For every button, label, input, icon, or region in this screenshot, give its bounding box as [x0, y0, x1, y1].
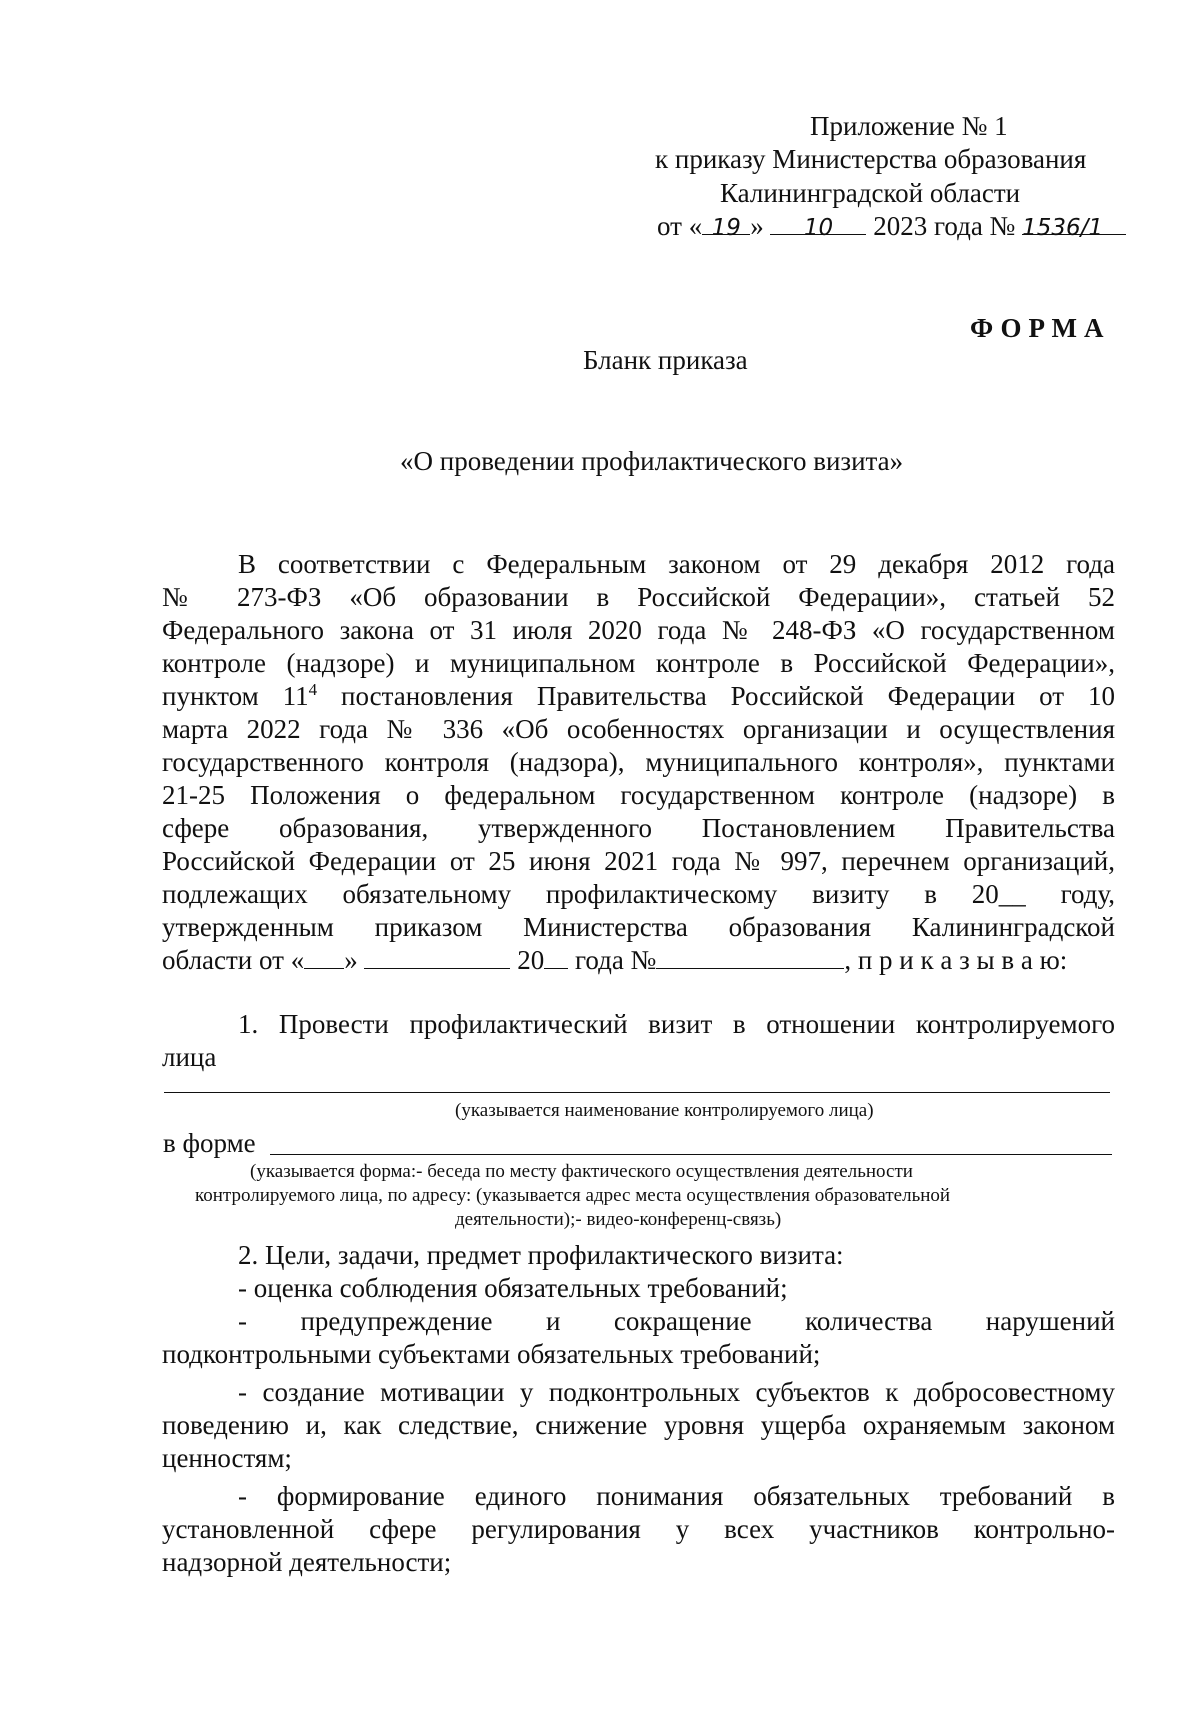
item2-bullet-4-line-2: установленной сфере регулирования у всех участников контрольно- — [162, 1514, 1115, 1544]
caption-controlled-person: (указывается наименование контролируемого лица) — [455, 1100, 874, 1121]
preamble-line-12: утвержденным приказом Министерства образования Калининградской — [162, 912, 1115, 942]
item2-bullet-3-line-2: поведению и, как следствие, снижение уровня ущерба охраняемым законом — [162, 1410, 1115, 1440]
preamble-line-3: Федерального закона от 31 июля 2020 года № 248-ФЗ «О государственном — [162, 615, 1115, 645]
order-number-handwritten: 1536/1 — [1022, 215, 1103, 241]
item2-bullet-2-line-1: - предупреждение и сокращение количества нарушений — [238, 1306, 1115, 1336]
region-line: Калининградской области — [720, 178, 1021, 208]
preamble-last-c: 20 — [517, 945, 545, 975]
item2-bullet-2-line-2: подконтрольными субъектами обязательных требований; — [162, 1339, 821, 1369]
forma-label: ФОРМА — [970, 313, 1111, 343]
date-year-text: 2023 года № — [873, 211, 1016, 241]
preamble-line-10: Российской Федерации от 25 июня 2021 года № 997, перечнем организаций, — [162, 846, 1115, 876]
item1-line-2: лица — [162, 1042, 217, 1072]
preamble-line-8: 21-25 Положения о федеральном государственном контроле (надзоре) в — [162, 780, 1115, 810]
caption-form-line-3: деятельности);- видео-конференц-связь) — [455, 1209, 782, 1230]
preamble-line-13 — [162, 944, 1067, 977]
item2-heading: 2. Цели, задачи, предмет профилактического визита: — [238, 1240, 844, 1270]
item2-bullet-3-line-1: - создание мотивации у подконтрольных субъектов к добросовестному — [238, 1377, 1115, 1407]
preamble-line-5-post: постановления Правительства Российской Федерации от 10 — [317, 681, 1115, 711]
blank-year-field — [544, 944, 568, 969]
item2-bullet-1: - оценка соблюдения обязательных требований; — [238, 1273, 788, 1303]
preamble-last-b: » — [344, 945, 358, 975]
item2-bullet-4-line-1: - формирование единого понимания обязательных требований в — [238, 1481, 1115, 1511]
order-date-line — [657, 210, 1126, 243]
preamble-line-1: В соответствии с Федеральным законом от 29 декабря 2012 года — [238, 549, 1115, 579]
preamble-line-4: контроле (надзоре) и муниципальном контроле в Российской Федерации», — [162, 648, 1115, 678]
date-close-quote: » — [750, 211, 764, 241]
date-month-handwritten: 10 — [803, 215, 834, 241]
visit-form-field — [270, 1154, 1112, 1155]
footnote-superscript: 4 — [308, 680, 318, 699]
item2-bullet-3-line-3: ценностям; — [162, 1443, 292, 1473]
blank-title: Бланк приказа — [583, 345, 748, 375]
date-day-handwritten: 19 — [711, 215, 741, 241]
controlled-person-name-field — [164, 1092, 1110, 1093]
item2-bullet-4-line-3: надзорной деятельности; — [162, 1547, 452, 1577]
date-prefix: от « — [657, 211, 703, 241]
preamble-line-7: государственного контроля (надзора), муниципального контроля», пунктами — [162, 747, 1115, 777]
blank-day-field — [304, 944, 344, 969]
preamble-line-2: № 273-ФЗ «Об образовании в Российской Федерации», статьей 52 — [162, 582, 1115, 612]
date-month-field — [770, 210, 866, 241]
form-label: в форме — [163, 1128, 256, 1158]
preamble-line-11: подлежащих обязательному профилактическому визиту в 20__ году, — [162, 879, 1115, 909]
preamble-line-5 — [162, 680, 1115, 713]
preamble-last-d: года № — [574, 945, 657, 975]
caption-form-line-1: (указывается форма:- беседа по месту фактического осуществления деятельности — [250, 1161, 913, 1182]
prikazyvayu-text: , п р и к а з ы в а ю: — [844, 945, 1068, 975]
order-number-field — [1022, 210, 1126, 241]
preamble-line-5-pre: пунктом 11 — [162, 681, 309, 711]
order-reference-line: к приказу Министерства образования — [655, 144, 1087, 174]
preamble-line-6: марта 2022 года № 336 «Об особенностях организации и осуществления — [162, 714, 1115, 744]
appendix-label: Приложение № 1 — [810, 111, 1008, 141]
item1-line-1: 1. Провести профилактический визит в отношении контролируемого — [238, 1009, 1115, 1039]
preamble-line-9: сфере образования, утвержденного Постановлением Правительства — [162, 813, 1115, 843]
subject-title: «О проведении профилактического визита» — [400, 446, 904, 476]
preamble-last-a: области от « — [162, 945, 305, 975]
blank-number-field — [656, 944, 844, 969]
caption-form-line-2: контролируемого лица, по адресу: (указывается адрес места осуществления образовательной — [195, 1185, 951, 1206]
blank-month-field — [364, 944, 510, 969]
date-day-field — [702, 210, 750, 241]
